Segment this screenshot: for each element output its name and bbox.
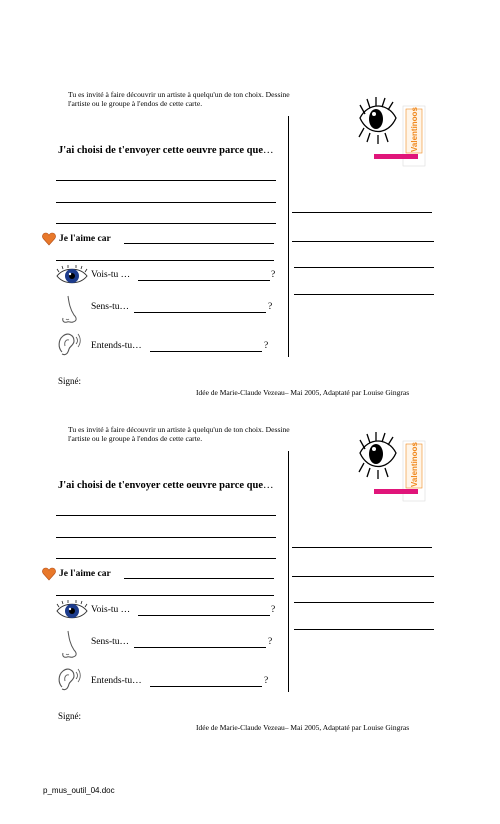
stamp-text: Valentinoos bbox=[410, 442, 419, 487]
see-answer-line[interactable] bbox=[138, 615, 270, 616]
answer-line-2[interactable] bbox=[56, 202, 276, 203]
ear-icon bbox=[56, 667, 82, 695]
choice-heading bbox=[58, 479, 278, 493]
postcard-1 bbox=[0, 90, 500, 425]
hear-question-mark: ? bbox=[264, 341, 269, 351]
see-question-mark: ? bbox=[271, 605, 276, 615]
eye-stamp-icon bbox=[354, 431, 426, 501]
feel-question-mark: ? bbox=[268, 637, 273, 647]
feel-label: Sens-tu… bbox=[91, 637, 129, 647]
nose-icon bbox=[58, 295, 82, 325]
answer-line-1[interactable] bbox=[56, 180, 276, 181]
credit-text: Idée de Marie-Claude Vezeau– Mai 2005, Adaptaté par Louise Gingras bbox=[196, 723, 410, 732]
credit-text: Idée de Marie-Claude Vezeau– Mai 2005, Adaptaté par Louise Gingras bbox=[196, 388, 410, 397]
eye-icon bbox=[56, 601, 88, 621]
card-divider bbox=[288, 116, 289, 357]
feel-answer-line[interactable] bbox=[134, 647, 266, 648]
signed-label: Signé: bbox=[58, 711, 82, 721]
file-name-footer: p_mus_outil_04.doc bbox=[43, 786, 115, 795]
heart-answer-line-2[interactable] bbox=[56, 595, 274, 596]
answer-line-1[interactable] bbox=[56, 515, 276, 516]
address-line-1[interactable] bbox=[292, 212, 432, 213]
card-divider bbox=[288, 451, 289, 692]
postcard-2 bbox=[0, 425, 500, 760]
feel-question-mark: ? bbox=[268, 302, 273, 312]
heart-label: Je l'aime car bbox=[59, 569, 111, 579]
signed-label: Signé: bbox=[58, 376, 82, 386]
choice-bold-text: J'ai choisi de t'envoyer cette oeuvre parce que bbox=[58, 145, 264, 156]
heart-label: Je l'aime car bbox=[59, 234, 111, 244]
answer-line-3[interactable] bbox=[56, 558, 276, 559]
ear-icon bbox=[56, 332, 82, 360]
hear-label: Entends-tu… bbox=[91, 676, 142, 686]
address-line-1[interactable] bbox=[292, 547, 432, 548]
eye-icon bbox=[56, 266, 88, 286]
choice-heading bbox=[58, 144, 278, 158]
feel-label: Sens-tu… bbox=[91, 302, 129, 312]
eye-stamp-icon bbox=[354, 96, 426, 166]
address-line-2[interactable] bbox=[292, 576, 434, 577]
see-answer-line[interactable] bbox=[138, 280, 270, 281]
address-line-2[interactable] bbox=[292, 241, 434, 242]
address-line-4[interactable] bbox=[294, 294, 434, 295]
feel-answer-line[interactable] bbox=[134, 312, 266, 313]
nose-icon bbox=[58, 630, 82, 660]
choice-dots: … bbox=[263, 480, 274, 491]
heart-icon bbox=[42, 567, 56, 581]
see-label: Vois-tu … bbox=[91, 270, 131, 280]
hear-label: Entends-tu… bbox=[91, 341, 142, 351]
intro-text: Tu es invité à faire découvrir un artiste à quelqu'un de ton choix. Dessine l'artiste ou le groupe à l'endos de cette carte. bbox=[68, 90, 290, 108]
heart-answer-line-2[interactable] bbox=[56, 260, 274, 261]
heart-answer-line[interactable] bbox=[124, 243, 274, 244]
address-line-3[interactable] bbox=[294, 602, 434, 603]
intro-text: Tu es invité à faire découvrir un artiste à quelqu'un de ton choix. Dessine l'artiste ou le groupe à l'endos de cette carte. bbox=[68, 425, 290, 443]
stamp-text: Valentinoos bbox=[410, 107, 419, 152]
heart-icon bbox=[42, 232, 56, 246]
heart-answer-line[interactable] bbox=[124, 578, 274, 579]
answer-line-2[interactable] bbox=[56, 537, 276, 538]
choice-dots: … bbox=[263, 145, 274, 156]
choice-bold-text: J'ai choisi de t'envoyer cette oeuvre parce que bbox=[58, 480, 264, 491]
hear-answer-line[interactable] bbox=[150, 686, 262, 687]
answer-line-3[interactable] bbox=[56, 223, 276, 224]
see-question-mark: ? bbox=[271, 270, 276, 280]
see-label: Vois-tu … bbox=[91, 605, 131, 615]
address-line-4[interactable] bbox=[294, 629, 434, 630]
hear-answer-line[interactable] bbox=[150, 351, 262, 352]
hear-question-mark: ? bbox=[264, 676, 269, 686]
address-line-3[interactable] bbox=[294, 267, 434, 268]
